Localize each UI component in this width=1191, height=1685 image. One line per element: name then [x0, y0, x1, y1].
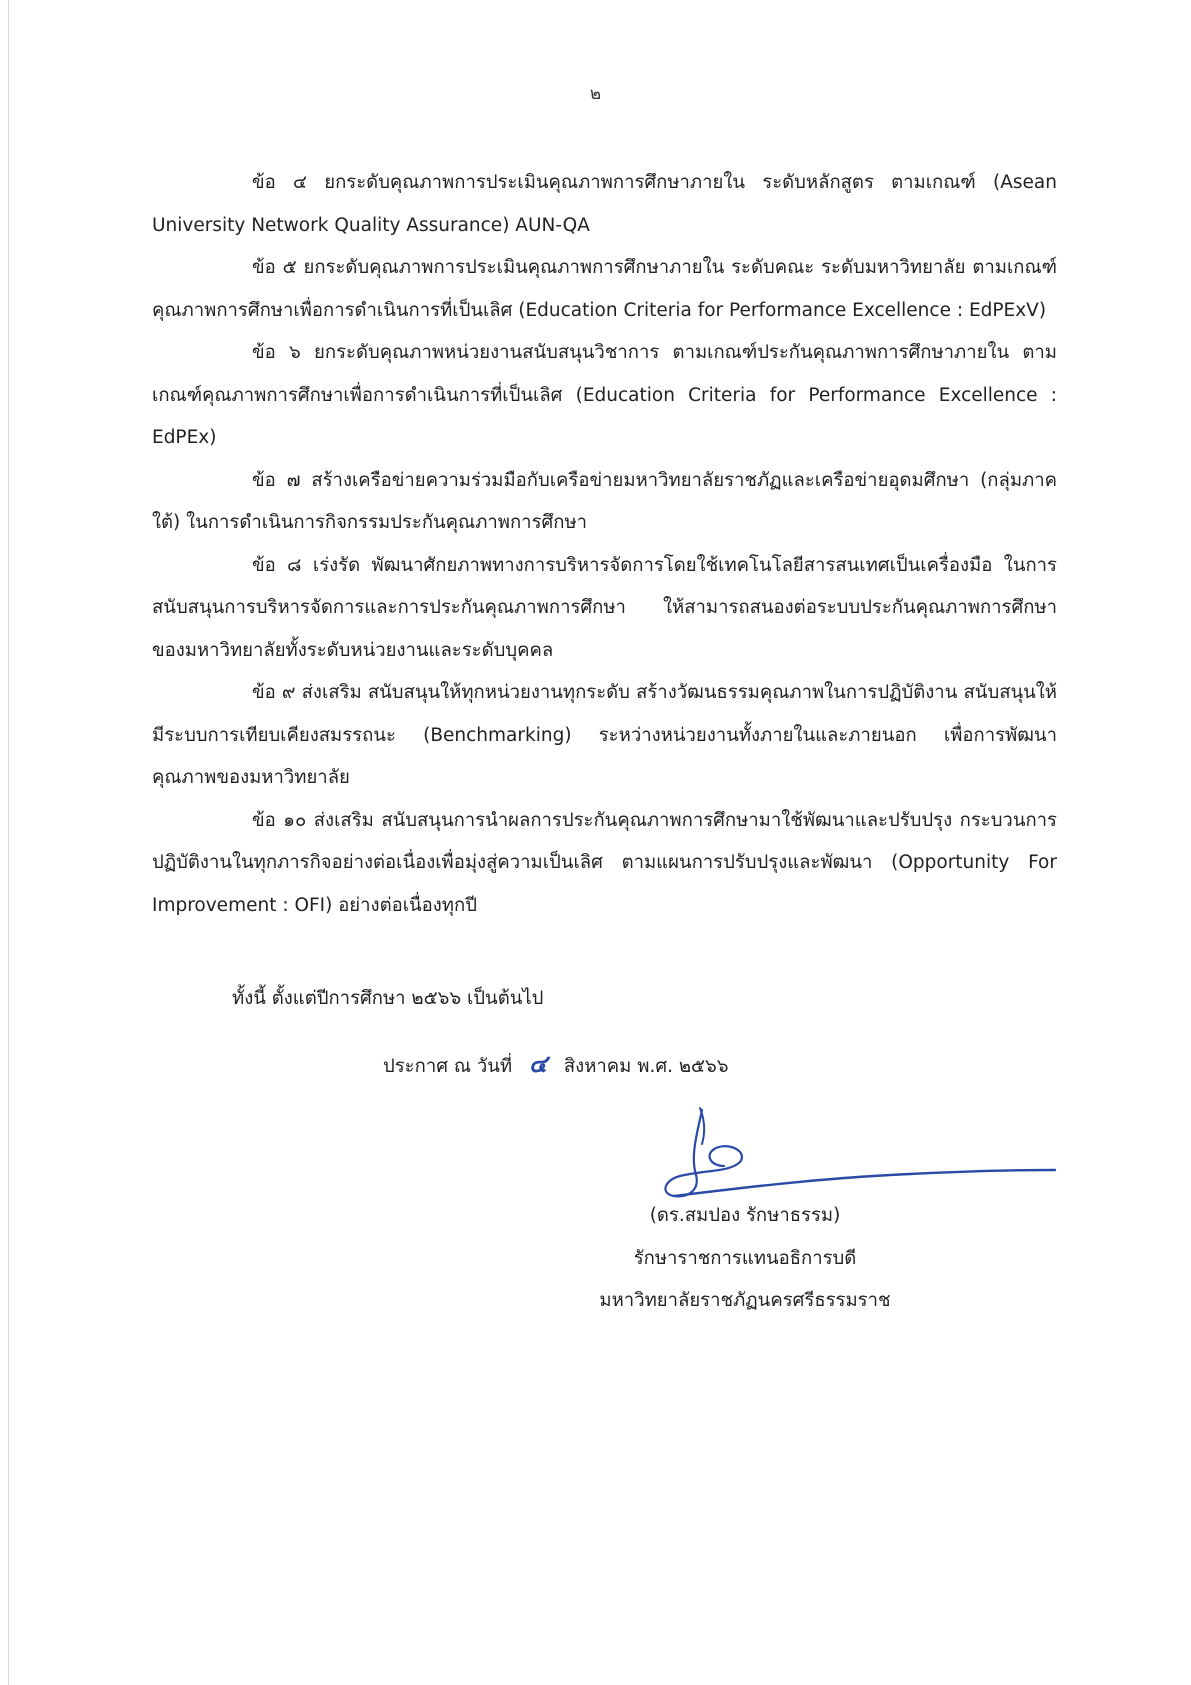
effective-date-statement: ทั้งนี้ ตั้งแต่ปีการศึกษา ๒๕๖๖ เป็นต้นไป: [232, 988, 544, 1009]
signatory-organization: มหาวิทยาลัยราชภัฏนครศรีธรรมราช: [599, 1290, 891, 1311]
handwritten-signature: [660, 1100, 1060, 1210]
announcement-prefix: ประกาศ ณ วันที่: [383, 1056, 513, 1077]
announcement-date: [383, 1044, 729, 1083]
signatory-block: [550, 1195, 940, 1323]
clause-7: ข้อ ๗ สร้างเครือข่ายความร่วมมือกับเครือข่ายมหาวิทยาลัยราชภัฏและเครือข่ายอุดมศึกษา (กลุ่มภาคใต้) ในการดำเนินการกิจกรรมประกันคุณภาพการศึกษา: [152, 469, 1057, 533]
clause-6: ข้อ ๖ ยกระดับคุณภาพหน่วยงานสนับสนุนวิชาการ ตามเกณฑ์ประกันคุณภาพการศึกษาภายใน ตามเกณฑ์คุณภาพการศึกษาเพื่อการดำเนินการที่เป็นเลิศ (Education Criteria for Performance Excellence : EdPEx): [152, 342, 1057, 448]
clause-9: ข้อ ๙ ส่งเสริม สนับสนุนให้ทุกหน่วยงานทุกระดับ สร้างวัฒนธรรมคุณภาพในการปฏิบัติงาน สนับสนุนให้มีระบบการเทียบเคียงสมรรถนะ (Benchmarking) ระหว่างหน่วยงานทั้งภายในและภายนอก เพื่อการพัฒนาคุณภาพของมหาวิทยาลัย: [152, 682, 1057, 788]
clause-8: ข้อ ๘ เร่งรัด พัฒนาศักยภาพทางการบริหารจัดการโดยใช้เทคโนโลยีสารสนเทศเป็นเครื่องมือ ในการสนับสนุนการบริหารจัดการและการประกันคุณภาพการศึกษา ให้สามารถสนองต่อระบบประกันคุณภาพการศึกษาของมหาวิทยาลัยทั้งระดับหน่วยงานและระดับบุคคล: [152, 554, 1057, 661]
signatory-position: รักษาราชการแทนอธิการบดี: [633, 1247, 857, 1269]
announcement-suffix: สิงหาคม พ.ศ. ๒๕๖๖: [563, 1056, 729, 1077]
clause-5: ข้อ ๕ ยกระดับคุณภาพการประเมินคุณภาพการศึกษาภายใน ระดับคณะ ระดับมหาวิทยาลัย ตามเกณฑ์คุณภาพการศึกษาเพื่อการดำเนินการที่เป็นเลิศ (Education Criteria for Performance Excellence : EdPExV): [152, 257, 1057, 321]
clause-4: ข้อ ๔ ยกระดับคุณภาพการประเมินคุณภาพการศึกษาภายใน ระดับหลักสูตร ตามเกณฑ์ (Asean University Network Quality Assurance) AUN-QA: [152, 172, 1057, 236]
signatory-name: (ดร.สมปอง รักษาธรรม): [649, 1205, 841, 1226]
clause-10: ข้อ ๑๐ ส่งเสริม สนับสนุนการนำผลการประกันคุณภาพการศึกษามาใช้พัฒนาและปรับปรุง กระบวนการปฏิบัติงานในทุกภารกิจอย่างต่อเนื่องเพื่อมุ่งสู่ความเป็นเลิศ ตามแผนการปรับปรุงและพัฒนา (Opportunity For Improvement : OFI) อย่างต่อเนื่องทุกปี: [152, 809, 1057, 916]
scan-edge-line: [8, 0, 9, 1685]
clauses-body: [152, 162, 1057, 927]
announcement-day: ๔: [528, 1050, 548, 1078]
page-number: ๒: [589, 84, 602, 104]
